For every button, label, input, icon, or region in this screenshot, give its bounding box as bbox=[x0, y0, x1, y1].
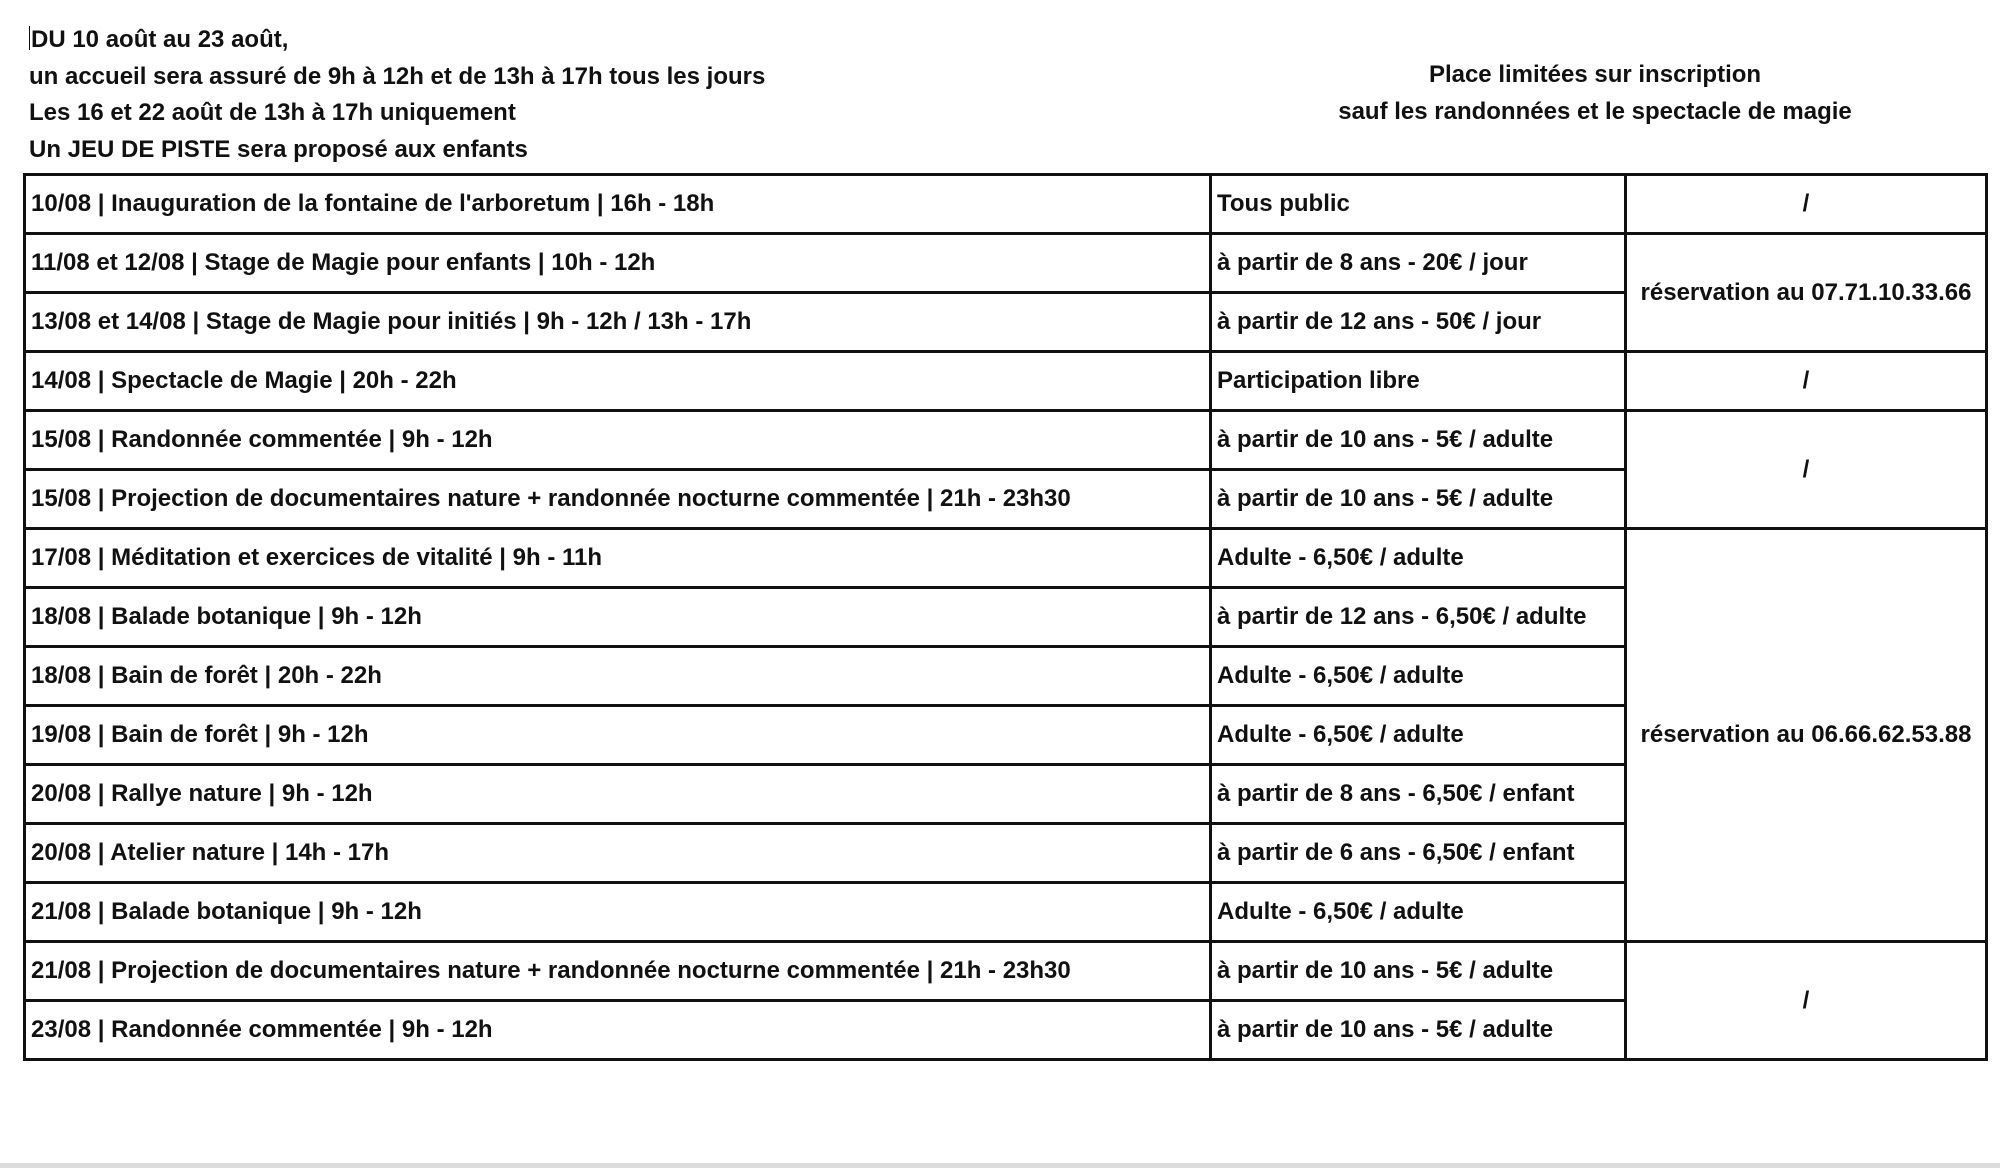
audience-price-cell: Participation libre bbox=[1211, 352, 1626, 411]
intro-line: un accueil sera assuré de 9h à 12h et de 13h à 17h tous les jours bbox=[29, 62, 766, 90]
intro-line: Un JEU DE PISTE sera proposé aux enfants bbox=[29, 135, 528, 163]
reservation-cell: / bbox=[1626, 175, 1987, 234]
event-cell: 15/08 | Randonnée commentée | 9h - 12h bbox=[25, 411, 1211, 470]
registration-note bbox=[1320, 56, 1870, 130]
audience-price-cell: à partir de 10 ans - 5€ / adulte bbox=[1211, 942, 1626, 1001]
audience-price-cell: à partir de 6 ans - 6,50€ / enfant bbox=[1211, 824, 1626, 883]
event-cell: 13/08 et 14/08 | Stage de Magie pour initiés | 9h - 12h / 13h - 17h bbox=[25, 293, 1211, 352]
reservation-cell: / bbox=[1626, 942, 1987, 1060]
table-row bbox=[25, 411, 1987, 470]
reservation-cell: réservation au 07.71.10.33.66 bbox=[1626, 234, 1987, 352]
event-cell: 11/08 et 12/08 | Stage de Magie pour enfants | 10h - 12h bbox=[25, 234, 1211, 293]
event-cell: 18/08 | Balade botanique | 9h - 12h bbox=[25, 588, 1211, 647]
table-row bbox=[25, 175, 1987, 234]
note-line: sauf les randonnées et le spectacle de magie bbox=[1338, 98, 1852, 125]
reservation-cell: réservation au 06.66.62.53.88 bbox=[1626, 529, 1987, 942]
audience-price-cell: à partir de 12 ans - 50€ / jour bbox=[1211, 293, 1626, 352]
bottom-edge-strip bbox=[0, 1163, 2000, 1168]
event-cell: 18/08 | Bain de forêt | 20h - 22h bbox=[25, 647, 1211, 706]
event-cell: 20/08 | Rallye nature | 9h - 12h bbox=[25, 765, 1211, 824]
event-cell: 23/08 | Randonnée commentée | 9h - 12h bbox=[25, 1001, 1211, 1060]
intro-line: DU 10 août au 23 août, bbox=[29, 22, 765, 59]
event-cell: 21/08 | Projection de documentaires nature + randonnée nocturne commentée | 21h - 23h30 bbox=[25, 942, 1211, 1001]
audience-price-cell: Tous public bbox=[1211, 175, 1626, 234]
note-line: Place limitées sur inscription bbox=[1428, 61, 1762, 88]
intro-line: Les 16 et 22 août de 13h à 17h uniquement bbox=[29, 99, 516, 126]
audience-price-cell: à partir de 10 ans - 5€ / adulte bbox=[1211, 470, 1626, 529]
audience-price-cell: Adulte - 6,50€ / adulte bbox=[1211, 706, 1626, 765]
event-cell: 19/08 | Bain de forêt | 9h - 12h bbox=[25, 706, 1211, 765]
audience-price-cell: Adulte - 6,50€ / adulte bbox=[1211, 647, 1626, 706]
audience-price-cell: à partir de 10 ans - 5€ / adulte bbox=[1211, 411, 1626, 470]
event-cell: 20/08 | Atelier nature | 14h - 17h bbox=[25, 824, 1211, 883]
reservation-cell: / bbox=[1626, 352, 1987, 411]
event-cell: 14/08 | Spectacle de Magie | 20h - 22h bbox=[25, 352, 1211, 411]
event-cell: 17/08 | Méditation et exercices de vitalité | 9h - 11h bbox=[25, 529, 1211, 588]
table-row bbox=[25, 234, 1987, 293]
table-row bbox=[25, 529, 1987, 588]
intro-text bbox=[29, 22, 765, 168]
audience-price-cell: à partir de 8 ans - 6,50€ / enfant bbox=[1211, 765, 1626, 824]
audience-price-cell: à partir de 10 ans - 5€ / adulte bbox=[1211, 1001, 1626, 1060]
event-cell: 10/08 | Inauguration de la fontaine de l'arboretum | 16h - 18h bbox=[25, 175, 1211, 234]
schedule-table bbox=[23, 173, 1988, 1061]
audience-price-cell: à partir de 8 ans - 20€ / jour bbox=[1211, 234, 1626, 293]
table-row bbox=[25, 942, 1987, 1001]
audience-price-cell: à partir de 12 ans - 6,50€ / adulte bbox=[1211, 588, 1626, 647]
table-row bbox=[25, 352, 1987, 411]
event-cell: 15/08 | Projection de documentaires nature + randonnée nocturne commentée | 21h - 23h30 bbox=[25, 470, 1211, 529]
reservation-cell: / bbox=[1626, 411, 1987, 529]
audience-price-cell: Adulte - 6,50€ / adulte bbox=[1211, 529, 1626, 588]
audience-price-cell: Adulte - 6,50€ / adulte bbox=[1211, 883, 1626, 942]
event-cell: 21/08 | Balade botanique | 9h - 12h bbox=[25, 883, 1211, 942]
